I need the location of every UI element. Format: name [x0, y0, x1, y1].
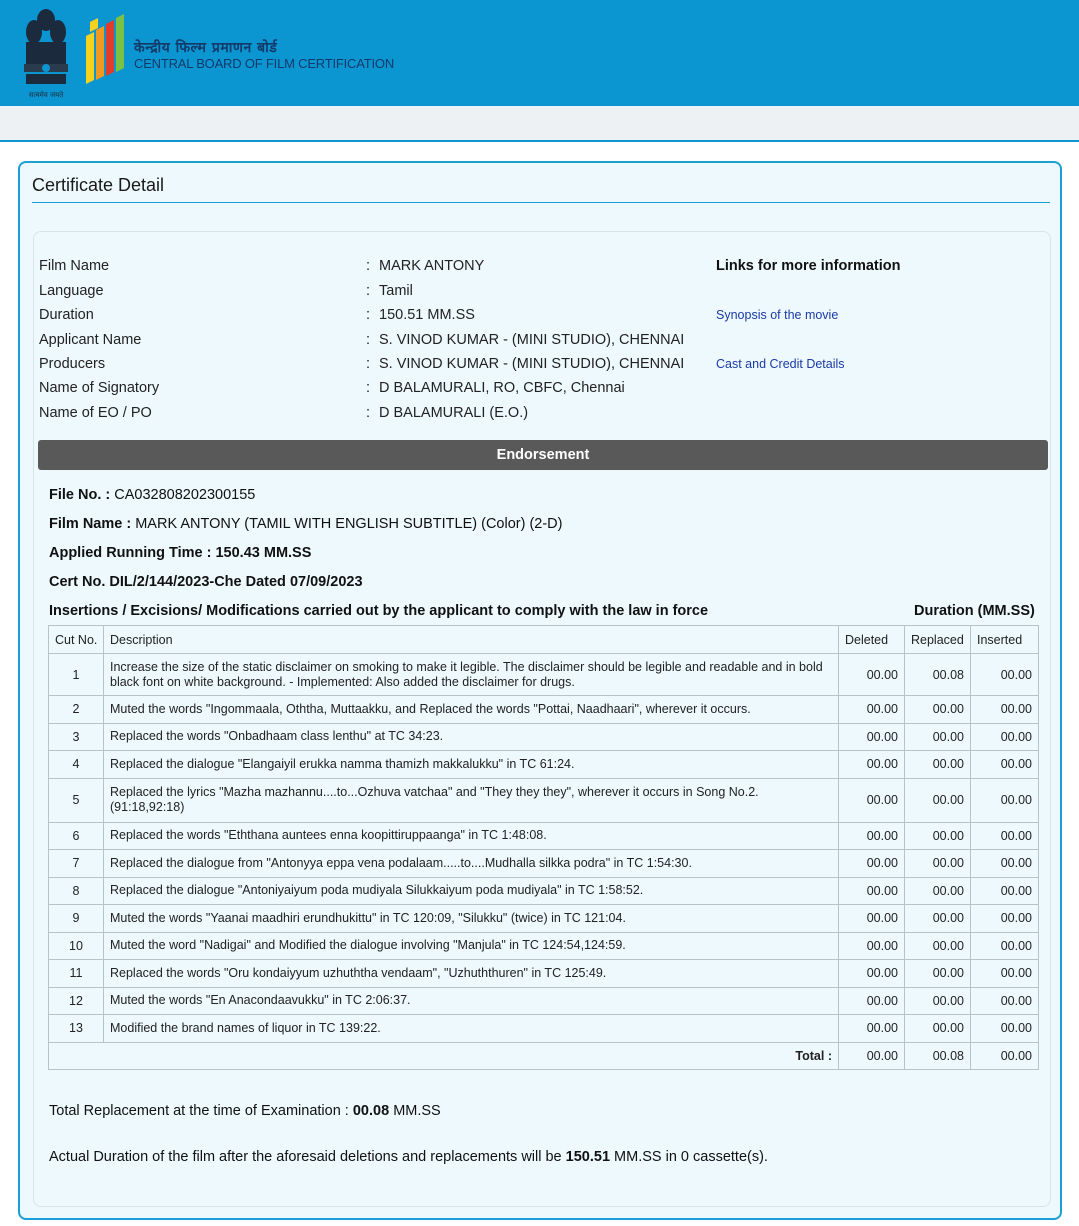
info-label: Applicant Name: [39, 332, 142, 348]
column-replaced: Replaced: [905, 626, 971, 654]
info-label: Producers: [39, 356, 106, 372]
info-value: MARK ANTONY: [379, 258, 485, 274]
column-inserted: Inserted: [971, 626, 1039, 654]
info-label: Duration: [39, 307, 94, 323]
info-label: Film Name: [39, 258, 110, 274]
total-replacement-text: Total Replacement at the time of Examination : 00.08 MM.SS: [49, 1103, 441, 1119]
table-header-row: [49, 626, 1039, 654]
info-value: 150.51 MM.SS: [379, 307, 475, 323]
table-row: 13 Modified the brand names of liquor in TC 139:22. 00.00 00.00 00.00: [49, 1015, 1039, 1043]
applied-running-time: [49, 545, 311, 561]
brand-hindi-name: केन्द्रीय फिल्म प्रमाणन बोर्ड: [134, 40, 278, 56]
column-description: Description: [104, 626, 839, 654]
page-title: Certificate Detail: [32, 175, 165, 195]
table-row: 12 Muted the words "En Anacondaavukku" in TC 2:06:37. 00.00 00.00 00.00: [49, 987, 1039, 1015]
table-row: 10 Muted the word "Nadigai" and Modified the dialogue involving "Manjula" in TC 124:54,124:59. 00.00 00.00 00.00: [49, 932, 1039, 960]
info-value: Tamil: [379, 283, 413, 299]
certificate-panel: Film Name : MARK ANTONY Language : Tamil Duration : 150.51 MM.SS Applicant Name : S. VINOD KUMAR - (MINI STUDIO), CHENNAI Producers : S. VINOD KUMAR - (MINI STUDIO), CHENNAI Name of Signatory : D BALAMURALI, RO, CBFC, Chennai Name of EO / PO : D BALAMURALI (E.O.) Links for more information Synopsis of the movie Cast and Credit Details Endorsement File No. : CA032808202300155 Film Name : MARK ANTONY (TAMIL WITH ENGLISH SUBTITLE) (Color) (2-D) Applied Running Time : 150.43 MM.SS Cert No. DIL/2/144/2023-Che Dated 07/09/2023 Insertions / Excisions/ Modifications carried out by the applicant to comply with the law in force Duration (MM.SS) Cut No. Description Deleted Replaced Inserted 1 Increase the size of the static disclaimer on smoking to make it legible. The disclaimer should be legible and readable and in bold black font on white background. - Implemented: Also added the disclaimer for drugs. 00.00 00.08 00.00 2 Muted the words "Ingommaala, Oththa, Muttaakku, and Replaced the words "Pottai, Naadhaari", wherever it occurs. 00.00 00.00 00.00 3 Replaced the words "Onbadhaam class lenthu" at TC 34:23. 00.00 00.00 00.00 4 Replaced the dialogue "Elangaiyil erukka namma thamizh makkalukku" in TC 61:24. 00.00 00.00 00.00 5 Replaced the lyrics "Mazha mazhannu....to...Ozhuva vatchaa" and "They they they", wherever it occurs in Song No.2. (91:18,92:18) 00.00 00.00 00.00 6 Replaced the words "Eththana auntees enna koopittiruppaanga" in TC 1:48:08. 00.00 00.00 00.00 7 Replaced the dialogue from "Antonyya eppa vena podalaam.....to....Mudhalla silkka podra" in TC 1:54:30. 00.00 00.00 00.00 8 Replaced the dialogue "Antoniyaiyum poda mudiyala Silukkaiyum poda mudiyala" in TC 1:58:52. 00.00 00.00 00.00 9 Muted the words "Yaanai maadhiri erundhukittu" in TC 120:09, "Silukku" (twice) in TC 121:04. 00.00 00.00 00.00 10 Muted the word "Nadigai" and Modified the dialogue involving "Manjula" in TC 124:54,124:59. 00.00 00.00 00.00 11 Replaced the words "Oru kondaiyyum uzhuththa vendaam", "Uzhuththuren" in TC 125:49. 00.00 00.00 00.00 12 Muted the words "En Anacondaavukku" in TC 2:06:37. 00.00 00.00 00.00 13 Modified the brand names of liquor in TC 139:22. 00.00 00.00 00.00 Total : 00.00 00.08 00.00 Total Replacement at the time of Examination : 00.08 MM.SS Actual Duration of the film after the aforesaid deletions and replacements will be 150.51 MM.SS in 0 cassette(s).: [33, 231, 1051, 1207]
info-value: S. VINOD KUMAR - (MINI STUDIO), CHENNAI: [379, 332, 685, 348]
national-emblem-icon: [16, 4, 76, 102]
applied-running-time-label: Applied Running Time :: [49, 545, 212, 561]
info-value: D BALAMURALI, RO, CBFC, Chennai: [379, 380, 625, 396]
info-value: D BALAMURALI (E.O.): [379, 405, 529, 421]
file-number: [49, 487, 255, 503]
table-row: 6 Replaced the words "Eththana auntees enna koopittiruppaanga" in TC 1:48:08. 00.00 00.00 00.00: [49, 822, 1039, 850]
modifications-heading: Insertions / Excisions/ Modifications carried out by the applicant to comply with the law in force: [49, 603, 709, 619]
certificate-detail-card: [18, 161, 1062, 1220]
column-cut-no: Cut No.: [49, 626, 104, 654]
total-inserted: 00.00: [971, 1042, 1039, 1070]
table-row: 11 Replaced the words "Oru kondaiyyum uzhuththa vendaam", "Uzhuththuren" in TC 125:49. 00.00 00.00 00.00: [49, 960, 1039, 988]
table-row: 9 Muted the words "Yaanai maadhiri erundhukittu" in TC 120:09, "Silukku" (twice) in TC 121:04. 00.00 00.00 00.00: [49, 905, 1039, 933]
actual-duration-text: Actual Duration of the film after the aforesaid deletions and replacements will be 150.51 MM.SS in 0 cassette(s).: [49, 1149, 768, 1165]
title-divider: [32, 202, 1050, 203]
file-number-label: File No. :: [49, 487, 111, 503]
table-row: 3 Replaced the words "Onbadhaam class lenthu" at TC 34:23. 00.00 00.00 00.00: [49, 723, 1039, 751]
total-replaced: 00.08: [905, 1042, 971, 1070]
info-value: S. VINOD KUMAR - (MINI STUDIO), CHENNAI: [379, 356, 685, 372]
info-label: Name of EO / PO: [39, 405, 152, 421]
links-heading: Links for more information: [716, 258, 901, 274]
svg-text:सत्यमेव जयते: सत्यमेव जयते: [28, 91, 64, 99]
table-row: 2 Muted the words "Ingommaala, Oththa, Muttaakku, and Replaced the words "Pottai, Naadhaari", wherever it occurs. 00.00 00.00 00.00: [49, 696, 1039, 724]
applied-running-time-value: 150.43 MM.SS: [215, 545, 312, 561]
cast-credit-link[interactable]: Cast and Credit Details: [716, 357, 845, 371]
duration-heading: Duration (MM.SS): [914, 603, 1035, 619]
info-label: Language: [39, 283, 104, 299]
total-replacement-value: 00.08: [352, 1103, 390, 1119]
total-label: Total :: [49, 1042, 839, 1070]
info-label: Name of Signatory: [39, 380, 160, 396]
table-row: 4 Replaced the dialogue "Elangaiyil erukka namma thamizh makkalukku" in TC 61:24. 00.00 00.00 00.00: [49, 751, 1039, 779]
navigation-bar: [0, 106, 1079, 142]
endorsed-film-name: [49, 516, 562, 532]
column-deleted: Deleted: [839, 626, 905, 654]
film-name-value: MARK ANTONY (TAMIL WITH ENGLISH SUBTITLE) (Color) (2-D): [135, 516, 563, 532]
cbfc-logo-icon: [84, 14, 128, 86]
brand-english-name: CENTRAL BOARD OF FILM CERTIFICATION: [134, 56, 395, 71]
endorsement-header: Endorsement: [38, 440, 1048, 470]
film-name-label: Film Name :: [49, 516, 132, 532]
synopsis-link[interactable]: Synopsis of the movie: [716, 308, 839, 322]
certificate-number: Cert No. DIL/2/144/2023-Che Dated 07/09/2023: [49, 574, 363, 590]
site-header: [0, 0, 1079, 106]
file-number-value: CA032808202300155: [114, 487, 256, 503]
table-row: 5 Replaced the lyrics "Mazha mazhannu....to...Ozhuva vatchaa" and "They they they", wherever it occurs in Song No.2. (91:18,92:18) 00.00 00.00 00.00: [49, 778, 1039, 822]
actual-duration-value: 150.51: [565, 1149, 611, 1165]
table-row: 1 Increase the size of the static disclaimer on smoking to make it legible. The disclaimer should be legible and readable and in bold black font on white background. - Implemented: Also added the disclaimer for drugs. 00.00 00.08 00.00: [49, 654, 1039, 696]
table-total-row: [49, 1042, 1039, 1070]
total-deleted: 00.00: [839, 1042, 905, 1070]
table-row: 8 Replaced the dialogue "Antoniyaiyum poda mudiyala Silukkaiyum poda mudiyala" in TC 1:58:52. 00.00 00.00 00.00: [49, 877, 1039, 905]
cuts-table: [48, 625, 1039, 1070]
table-row: 7 Replaced the dialogue from "Antonyya eppa vena podalaam.....to....Mudhalla silkka podra" in TC 1:54:30. 00.00 00.00 00.00: [49, 850, 1039, 878]
